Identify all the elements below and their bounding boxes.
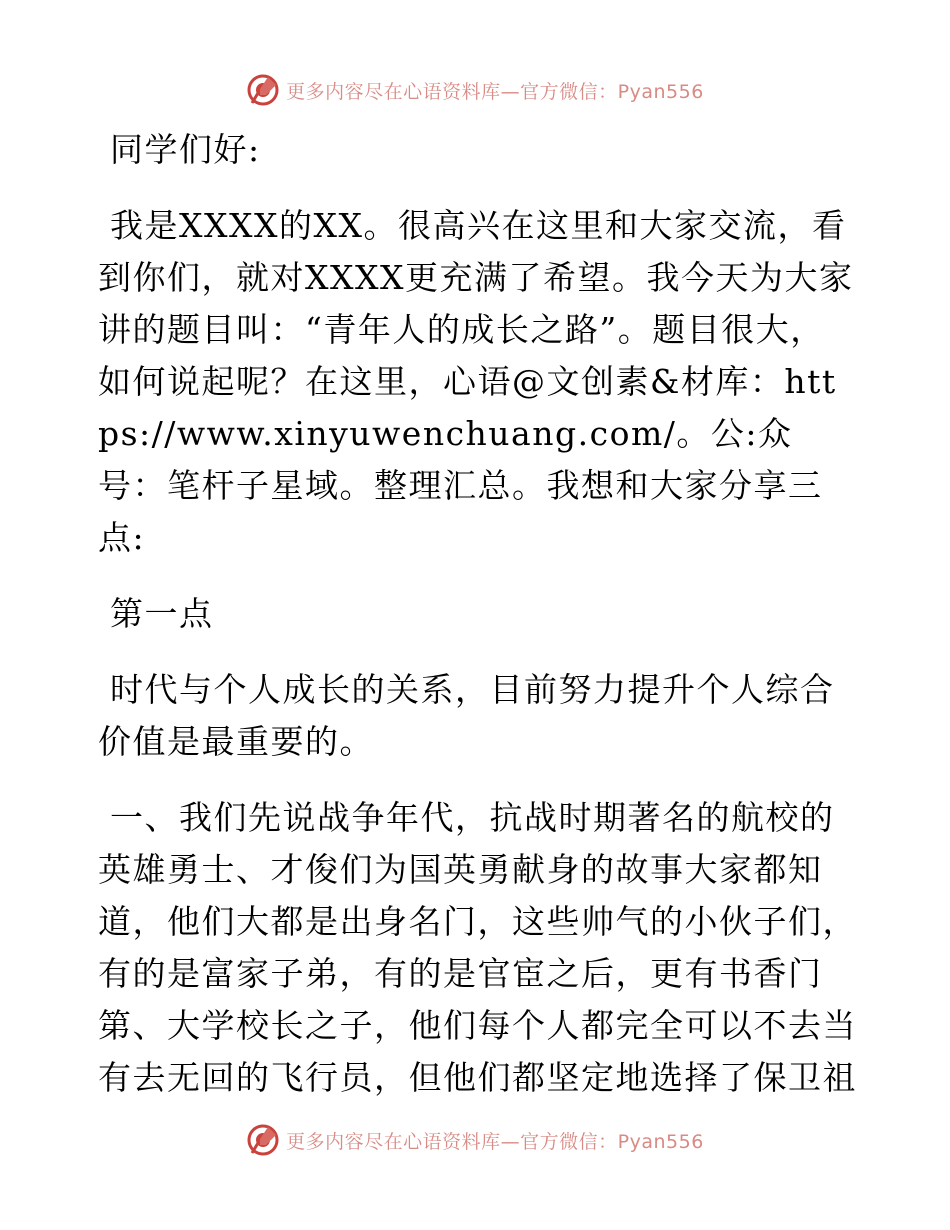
watermark-text: 更多内容尽在心语资料库—官方微信：Pyan556 bbox=[286, 1130, 704, 1153]
watermark-text: 更多内容尽在心语资料库—官方微信：Pyan556 bbox=[286, 80, 704, 103]
document-body bbox=[98, 124, 858, 1104]
history-paragraph: 一、我们先说战争年代，抗战时期著名的航校的英雄勇士、才俊们为国英勇献身的故事大家都知道，他们大都是出身名门，这些帅气的小伙子们，有的是富家子弟，有的是官宦之后，更有书香门第、大学校长之子，他们每个人都完全可以不去当有去无回的飞行员，但他们都坚定地选择了保卫祖 bbox=[98, 798, 857, 1097]
footer-watermark bbox=[0, 1120, 950, 1160]
section-summary: 时代与个人成长的关系，目前努力提升个人综合价值是最重要的。 bbox=[98, 670, 835, 761]
pen-logo-icon bbox=[246, 73, 280, 107]
section-heading: 第一点 bbox=[110, 594, 214, 633]
pen-logo-icon bbox=[246, 1123, 280, 1157]
greeting: 同学们好: bbox=[110, 130, 261, 169]
header-watermark bbox=[0, 70, 950, 110]
intro-paragraph: 我是XXXX的XX。很高兴在这里和大家交流，看到你们，就对XXXX更充满了希望。我今天为大家讲的题目叫：“青年人的成长之路”。题目很大，如何说起呢？在这里，心语@文创素&材库：https://www.xinyuwenchuang.com/。公:众号：笔杆子星域。整理汇总。我想和大家分享三点: bbox=[98, 206, 854, 557]
